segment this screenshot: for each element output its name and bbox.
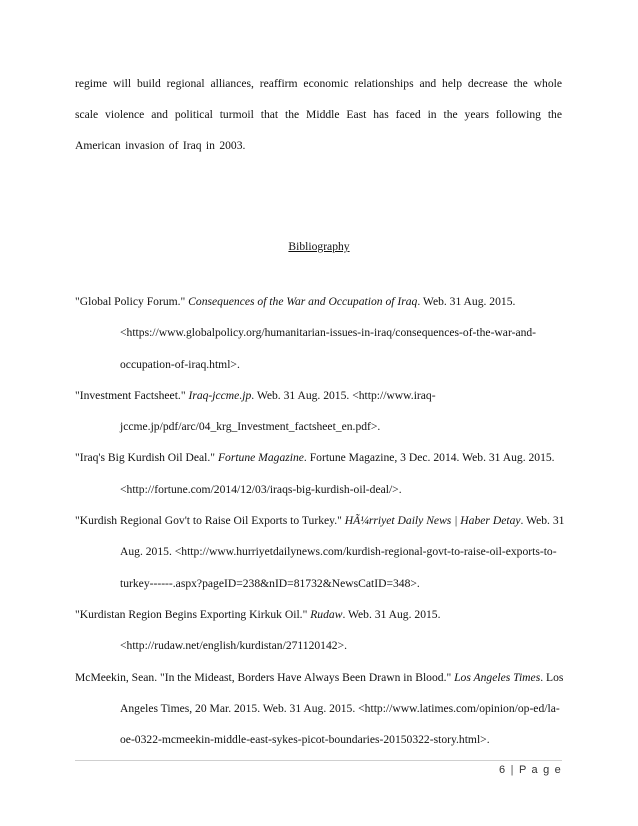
bibliography-entry	[75, 505, 567, 599]
footer-divider	[75, 760, 562, 761]
bibliography-entry	[75, 380, 567, 443]
entry-source-title: Iraq-jccme.jp	[188, 388, 252, 402]
entry-publication-details: . Web. 31 Aug. 2015. <http://www.hurriyetdailynews.com/kurdish-regional-govt-to-raise-oil-exports-to-turkey------.aspx?pageID=238&nID=81732&NewsCatID=348>.	[120, 514, 565, 590]
entry-author-title: "Kurdistan Region Begins Exporting Kirkuk Oil."	[75, 607, 311, 621]
page-number: 6	[499, 764, 507, 776]
entry-author-title: "Kurdish Regional Gov't to Raise Oil Exports to Turkey."	[75, 514, 345, 528]
footer-separator: |	[510, 764, 515, 776]
page-label: P a g e	[518, 764, 562, 776]
bibliography-entry	[75, 442, 567, 505]
entry-publication-details: . Web. 31 Aug. 2015. <http://www.iraq-jccme.jp/pdf/arc/04_krg_Investment_factsheet_en.pdf>.	[120, 388, 436, 434]
entry-source-title: Rudaw	[310, 607, 343, 621]
entry-publication-details: . Web. 31 Aug. 2015. <http://rudaw.net/english/kurdistan/271120142>.	[120, 607, 441, 653]
entry-author-title: "Investment Factsheet."	[75, 388, 189, 402]
entry-source-title: Fortune Magazine	[217, 451, 304, 465]
entry-source-title: Los Angeles Times	[454, 670, 541, 684]
entry-source-title: Consequences of the War and Occupation of Iraq	[188, 295, 418, 308]
entry-publication-details: . Fortune Magazine, 3 Dec. 2014. Web. 31 Aug. 2015. <http://fortune.com/2014/12/03/iraqs-big-kurdish-oil-deal/>.	[120, 451, 555, 496]
body-paragraph: regime will build regional alliances, reaffirm economic relationships and help decrease the whole scale violence and political turmoil that the Middle East has faced in the years following the American invasion of Iraq in 2003.	[75, 77, 562, 152]
entry-source-title: HÃ¼rriyet Daily News | Haber Detay	[344, 514, 521, 528]
bibliography-list	[75, 286, 567, 755]
entry-author-title: "Global Policy Forum."	[75, 295, 189, 308]
entry-publication-details: . Los Angeles Times, 20 Mar. 2015. Web. 31 Aug. 2015. <http://www.latimes.com/opinion/op-ed/la-oe-0322-mcmeekin-middle-east-sykes-picot-boundaries-20150322-story.html>.	[120, 670, 564, 747]
page-footer	[499, 764, 562, 776]
bibliography-heading: Bibliography	[288, 240, 350, 253]
entry-publication-details: . Web. 31 Aug. 2015. <https://www.globalpolicy.org/humanitarian-issues-in-iraq/consequences-of-the-war-and-occupation-of-iraq.html>.	[120, 295, 537, 371]
entry-author-title: McMeekin, Sean. "In the Mideast, Borders Have Always Been Drawn in Blood."	[75, 670, 455, 684]
entry-author-title: "Iraq's Big Kurdish Oil Deal."	[75, 451, 218, 465]
bibliography-entry	[75, 286, 567, 380]
bibliography-entry	[75, 662, 567, 756]
bibliography-entry	[75, 599, 567, 662]
